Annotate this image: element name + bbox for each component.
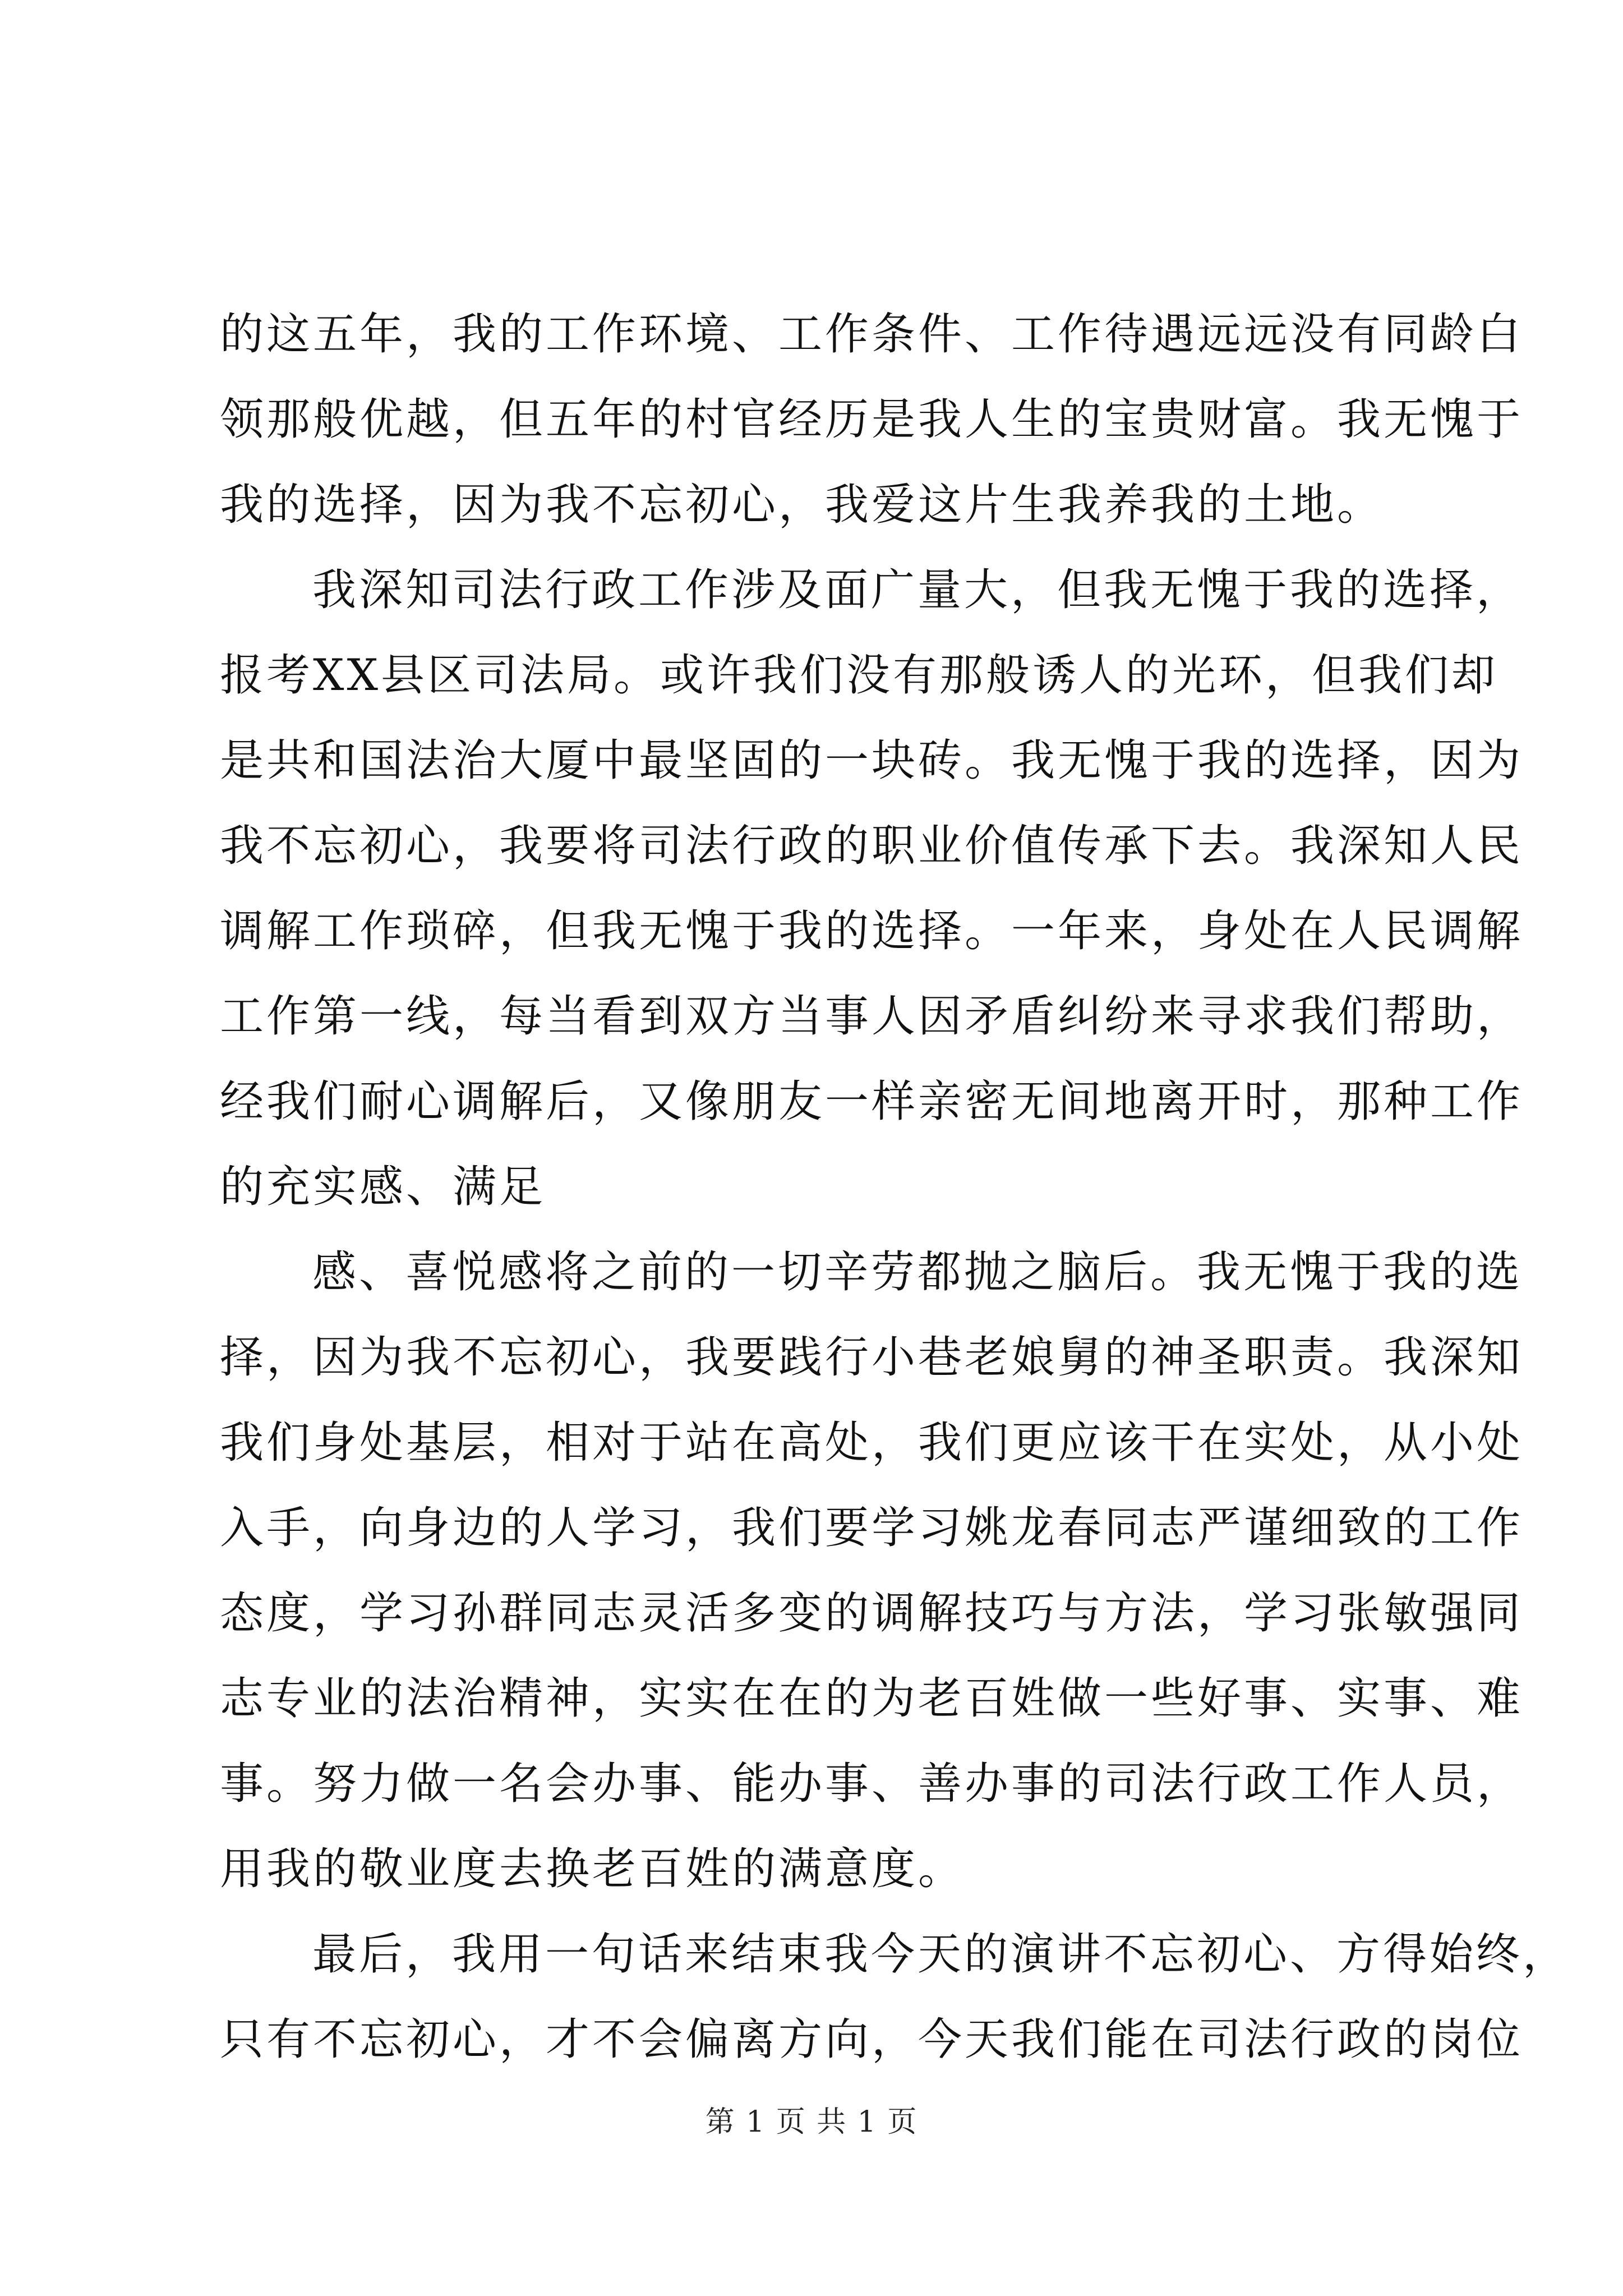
paragraph-line: 事。努力做一名会办事、能办事、善办事的司法行政工作人员， [220, 1759, 1524, 1809]
paragraph-line: 最后，我用一句话来结束我今天的演讲不忘初心、方得始终， [312, 1929, 1570, 1980]
paragraph-line: 经我们耐心调解后，又像朋友一样亲密无间地离开时，那种工作 [220, 1076, 1524, 1127]
paragraph-line: 我的选择，因为我不忘初心，我爱这片生我养我的土地。 [220, 480, 1384, 530]
paragraph-line: 的这五年，我的工作环境、工作条件、工作待遇远远没有同龄白 [220, 309, 1524, 360]
page-footer: 第 1 页 共 1 页 [705, 2105, 918, 2139]
paragraph-line: 我不忘初心，我要将司法行政的职业价值传承下去。我深知人民 [220, 821, 1524, 871]
paragraph-line: 感、喜悦感将之前的一切辛劳都抛之脑后。我无愧于我的选 [312, 1247, 1523, 1297]
document-body [220, 292, 1570, 2082]
paragraph-1 [220, 292, 1524, 547]
paragraph-line: 志专业的法治精神，实实在在的为老百姓做一些好事、实事、难 [220, 1673, 1524, 1724]
paragraph-line: 报考XX县区司法局。或许我们没有那般诱人的光环，但我们却 [220, 650, 1498, 701]
paragraph-line: 只有不忘初心，才不会偏离方向，今天我们能在司法行政的岗位 [220, 2014, 1524, 2065]
paragraph-line: 入手，向身边的人学习，我们要学习姚龙春同志严谨细致的工作 [220, 1503, 1524, 1553]
paragraph-3 [220, 1230, 1524, 1912]
paragraph-line: 的充实感、满足 [220, 1162, 546, 1212]
paragraph-2 [220, 547, 1524, 1230]
paragraph-line: 用我的敬业度去换老百姓的满意度。 [220, 1844, 965, 1894]
paragraph-4 [220, 1912, 1570, 2082]
paragraph-line: 是共和国法治大厦中最坚固的一块砖。我无愧于我的选择，因为 [220, 735, 1524, 786]
paragraph-line: 领那般优越，但五年的村官经历是我人生的宝贵财富。我无愧于 [220, 394, 1524, 445]
paragraph-line: 调解工作琐碎，但我无愧于我的选择。一年来，身处在人民调解 [220, 906, 1524, 956]
paragraph-line: 态度，学习孙群同志灵活多变的调解技巧与方法，学习张敏强同 [220, 1588, 1524, 1639]
paragraph-line: 我们身处基层，相对于站在高处，我们更应该干在实处，从小处 [220, 1418, 1524, 1468]
paragraph-line: 工作第一线，每当看到双方当事人因矛盾纠纷来寻求我们帮助， [220, 991, 1524, 1042]
paragraph-line: 我深知司法行政工作涉及面广量大，但我无愧于我的选择， [312, 565, 1523, 615]
paragraph-line: 择，因为我不忘初心，我要践行小巷老娘舅的神圣职责。我深知 [220, 1332, 1524, 1383]
